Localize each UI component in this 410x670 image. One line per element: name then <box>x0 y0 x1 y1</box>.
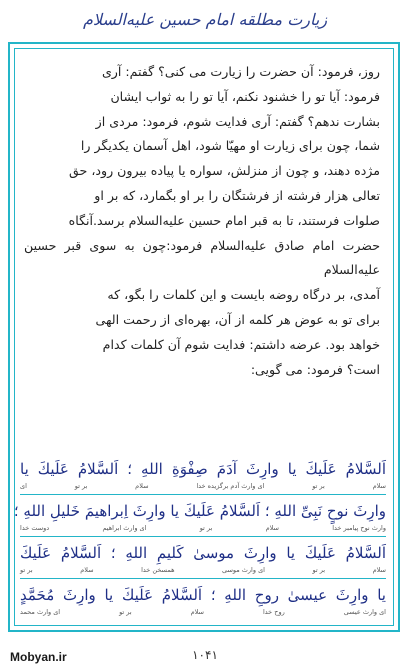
translation-word: ای وارث محمد <box>20 608 61 616</box>
translation-word: بر تو <box>74 482 88 490</box>
prose-text <box>24 60 380 382</box>
arabic-verse: یا وارِثَ عیسیٰ روحِ اللهِ ؛ اَلسَّلامُ عَلَیكَ یا وارِثَ مُحَمَّدٍ <box>20 586 386 604</box>
verse-block <box>20 584 386 617</box>
translation-word: ای <box>20 482 27 490</box>
prose-line: صلوات فرستند، تا به قبر امام حسین علیه‌السلام برسد.آنگاه <box>68 212 380 228</box>
prose-line: مژده دهند، و چون از منزلش، سواره یا پیاده بیرون رود، حق <box>69 163 380 179</box>
translation-word: بر تو <box>312 482 325 490</box>
arabic-verse: اَلسَّلامُ عَلَیكَ یا وارِثَ موسیٰ كَلیمِ اللهِ ؛ اَلسَّلامُ عَلَیكَ <box>20 544 386 562</box>
translation-word: بر تو <box>199 524 213 532</box>
prose-line: آمدی، بر درگاه روضه بایست و این کلمات را بگو، که <box>107 287 380 303</box>
divider <box>20 578 386 579</box>
divider <box>20 494 386 495</box>
site-link[interactable]: Mobyan.ir <box>10 650 67 664</box>
prose-line: شما، چون برای زیارت او مهیّا شود، اهل آسمان یکدیگر را <box>80 138 380 154</box>
translation-word: روح خدا <box>262 608 285 616</box>
divider <box>20 536 386 537</box>
translation-word: سلام <box>190 608 205 616</box>
prose-line: تعالی هزار فرشته از فرشتگان را بر او بگمارد، که بر او <box>94 187 380 203</box>
translation-row <box>20 566 386 575</box>
page-header <box>8 6 402 42</box>
page <box>8 6 402 646</box>
content-frame <box>8 42 400 632</box>
arabic-verse: وارِثَ نوحٍ نَبِیِّ اللهِ ؛ اَلسَّلامُ عَلَیكَ یا وارِثَ اِبراهیمَ خَلیلِ اللهِ ؛ <box>13 502 386 520</box>
verse-block <box>20 458 386 495</box>
translation-word: بر تو <box>312 566 326 574</box>
translation-row <box>20 482 386 491</box>
translation-word: همسخن خدا <box>141 566 175 574</box>
translation-row <box>20 524 386 533</box>
translation-word: ای وارث آدم برگزیده خدا <box>196 482 265 490</box>
translation-row <box>20 608 386 617</box>
translation-word: سلام <box>135 482 149 490</box>
translation-word: بر تو <box>20 566 33 574</box>
verse-block <box>13 500 386 537</box>
prose-line: حضرت امام صادق علیه‌السلام فرمود:چون به سوی قبر حسین علیه‌السلام <box>24 237 380 278</box>
prose-line: برای تو به عوض هر کلمه از آن، بهره‌ای از رحمت الهی <box>95 311 380 327</box>
translation-word: ای وارث ابراهیم <box>102 524 147 532</box>
translation-word: وارث نوح پیامبر خدا <box>332 524 386 532</box>
prose-line: بشارت ندهم؟ گفتم: آری فدایت شوم، فرمود: مردی از <box>95 113 380 129</box>
translation-word: دوست خدا <box>20 524 50 532</box>
translation-word: ای وارث موسی <box>222 566 265 574</box>
page-number: ۱۰۴۱ <box>192 648 218 662</box>
arabic-verse: اَلسَّلامُ عَلَیكَ یا وارِثَ آدَمَ صِفْوَةِ اللهِ ؛ اَلسَّلامُ عَلَیكَ یا <box>20 460 386 478</box>
prose-line: روز، فرمود: آن حضرت را زیارت می کنی؟ گفتم: آری <box>101 64 380 79</box>
verse-block <box>20 542 386 579</box>
translation-word: سلام <box>265 524 279 532</box>
prose-line: فرمود: آیا تو را خشنود نکنم، آیا تو را به ثواب ایشان <box>110 88 380 104</box>
translation-word: سلام <box>372 482 386 490</box>
translation-word: سلام <box>80 566 94 574</box>
prose-line: است؟ فرمود: می گویی: <box>250 361 380 377</box>
prose-line: خواهد بود. عرضه داشتم: فدایت شوم آن کلمات کدام <box>102 336 380 352</box>
header-title: زیارت مطلقه امام حسین علیه‌السلام <box>82 10 328 29</box>
translation-word: سلام <box>372 566 386 574</box>
translation-word: بر تو <box>119 608 132 616</box>
translation-word: ای وارث عیسی <box>343 608 386 616</box>
